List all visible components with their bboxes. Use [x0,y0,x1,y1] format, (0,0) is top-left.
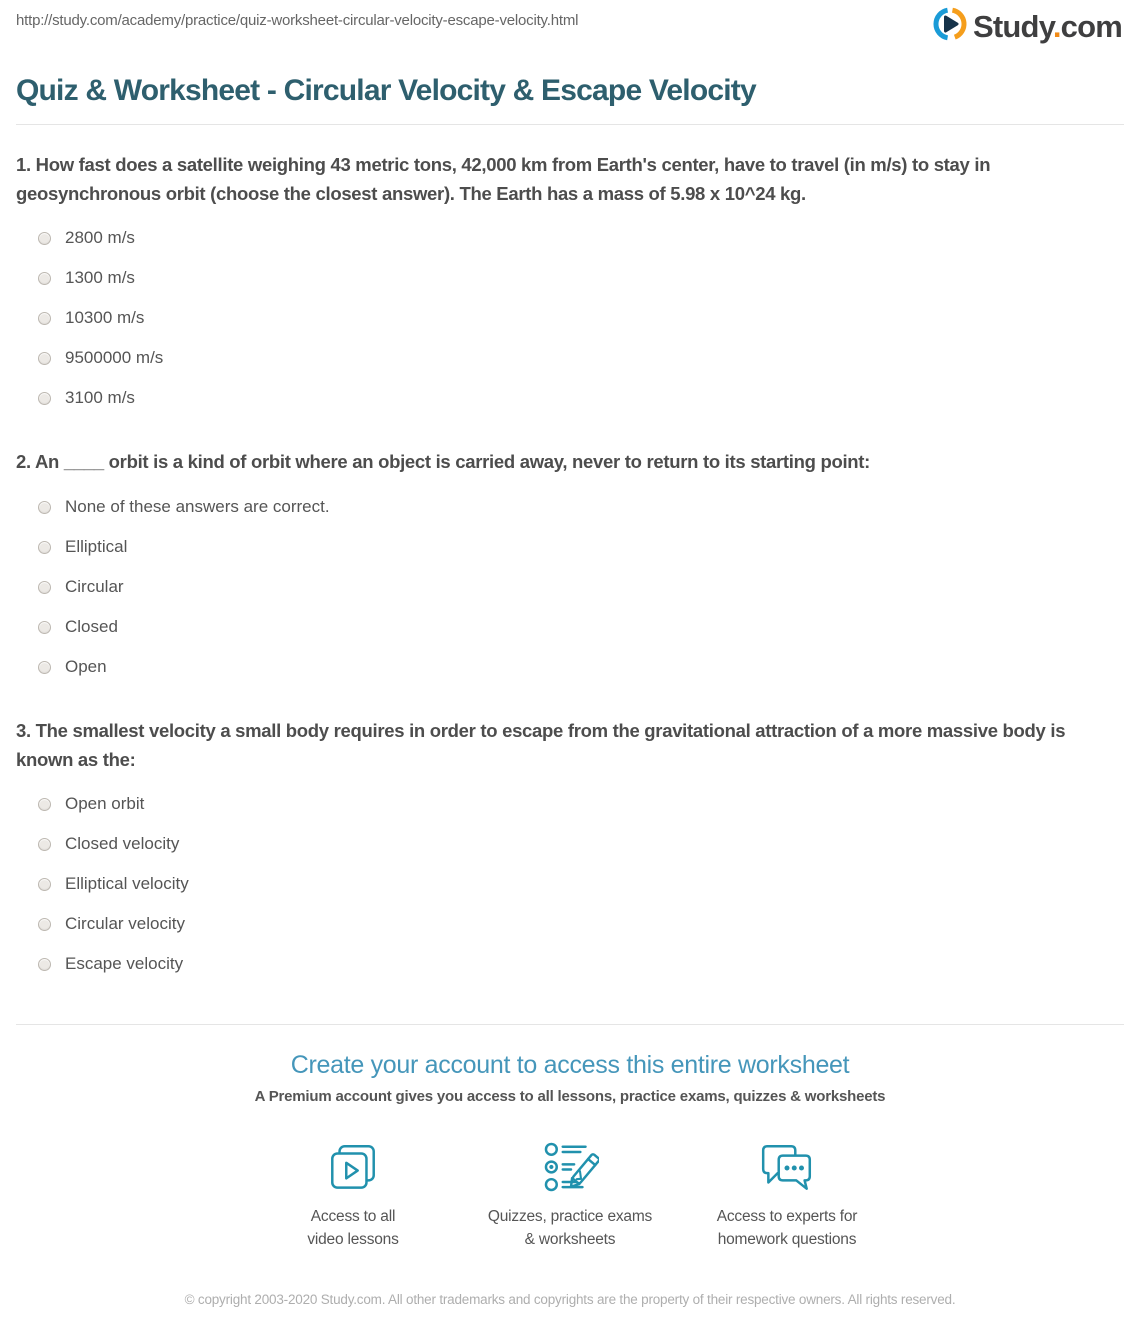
question-text: 2. An ____ orbit is a kind of orbit where an object is carried away, never to return to its starting point: [16,451,871,473]
feature-expert-help [679,1139,896,1251]
video-lessons-icon [324,1139,382,1201]
feature-video-lessons [245,1139,462,1251]
radio-button[interactable] [38,312,51,325]
feature-label: Quizzes, practice exams & worksheets [487,1208,653,1248]
answer-option[interactable] [16,527,1124,567]
options-list [16,487,1124,687]
feature-label: Access to all video lessons [307,1208,399,1248]
option-label: 9500000 m/s [65,348,164,368]
feature-quizzes-worksheets [462,1139,679,1251]
cta-section [16,1051,1124,1251]
option-label: Elliptical [65,537,128,557]
chat-experts-icon [758,1139,816,1201]
answer-option[interactable] [16,258,1124,298]
options-list [16,784,1124,984]
option-label: 1300 m/s [65,268,135,288]
question-block [16,448,1124,687]
question-text: 3. The smallest velocity a small body requires in order to escape from the gravitational attraction of a more massive body is known as the: [16,720,1066,770]
radio-button[interactable] [38,798,51,811]
answer-option[interactable] [16,824,1124,864]
answer-option[interactable] [16,944,1124,984]
features-row [16,1139,1124,1251]
radio-button[interactable] [38,541,51,554]
answer-option[interactable] [16,647,1124,687]
option-label: Elliptical velocity [65,874,189,894]
option-label: Escape velocity [65,954,184,974]
radio-button[interactable] [38,352,51,365]
radio-button[interactable] [38,232,51,245]
option-label: Circular [65,577,124,597]
radio-button[interactable] [38,661,51,674]
cta-heading: Create your account to access this entire worksheet [290,1051,850,1080]
page-title: Quiz & Worksheet - Circular Velocity & Escape Velocity [16,74,756,107]
answer-option[interactable] [16,567,1124,607]
answer-option[interactable] [16,904,1124,944]
radio-button[interactable] [38,878,51,891]
divider [16,1024,1124,1025]
answer-option[interactable] [16,607,1124,647]
answer-option[interactable] [16,218,1124,258]
radio-button[interactable] [38,272,51,285]
option-label: Closed [65,617,118,637]
radio-button[interactable] [38,838,51,851]
option-label: Circular velocity [65,914,185,934]
studycom-logo-icon [932,6,968,47]
option-label: Closed velocity [65,834,180,854]
answer-option[interactable] [16,864,1124,904]
answer-option[interactable] [16,338,1124,378]
radio-button[interactable] [38,918,51,931]
header [16,0,1124,48]
copyright-text: © copyright 2003-2020 Study.com. All other trademarks and copyrights are the property of their respective owners. All rights reserved. [184,1292,956,1308]
feature-label: Access to experts for homework questions [716,1208,858,1248]
option-label: None of these answers are correct. [65,497,330,517]
quiz-worksheet-icon [541,1139,599,1201]
option-label: 2800 m/s [65,228,135,248]
radio-button[interactable] [38,958,51,971]
answer-option[interactable] [16,487,1124,527]
option-label: 10300 m/s [65,308,145,328]
divider [16,124,1124,125]
radio-button[interactable] [38,501,51,514]
options-list [16,218,1124,418]
question-block [16,151,1124,418]
page-url: http://study.com/academy/practice/quiz-worksheet-circular-velocity-escape-velocity.html [16,12,579,29]
option-label: 3100 m/s [65,388,135,408]
cta-subheading: A Premium account gives you access to all lessons, practice exams, quizzes & worksheets [254,1088,886,1106]
answer-option[interactable] [16,784,1124,824]
studycom-logo[interactable] [932,6,1122,47]
answer-option[interactable] [16,378,1124,418]
question-text: 1. How fast does a satellite weighing 43 metric tons, 42,000 km from Earth's center, have to travel (in m/s) to stay in geosynchronous orbit (choose the closest answer). The Earth has a mass of 5.98 x 10^24 kg. [16,154,991,204]
studycom-logo-text: Study.com [973,8,1122,44]
radio-button[interactable] [38,581,51,594]
option-label: Open orbit [65,794,145,814]
radio-button[interactable] [38,621,51,634]
option-label: Open [65,657,107,677]
radio-button[interactable] [38,392,51,405]
question-block [16,717,1124,984]
answer-option[interactable] [16,298,1124,338]
